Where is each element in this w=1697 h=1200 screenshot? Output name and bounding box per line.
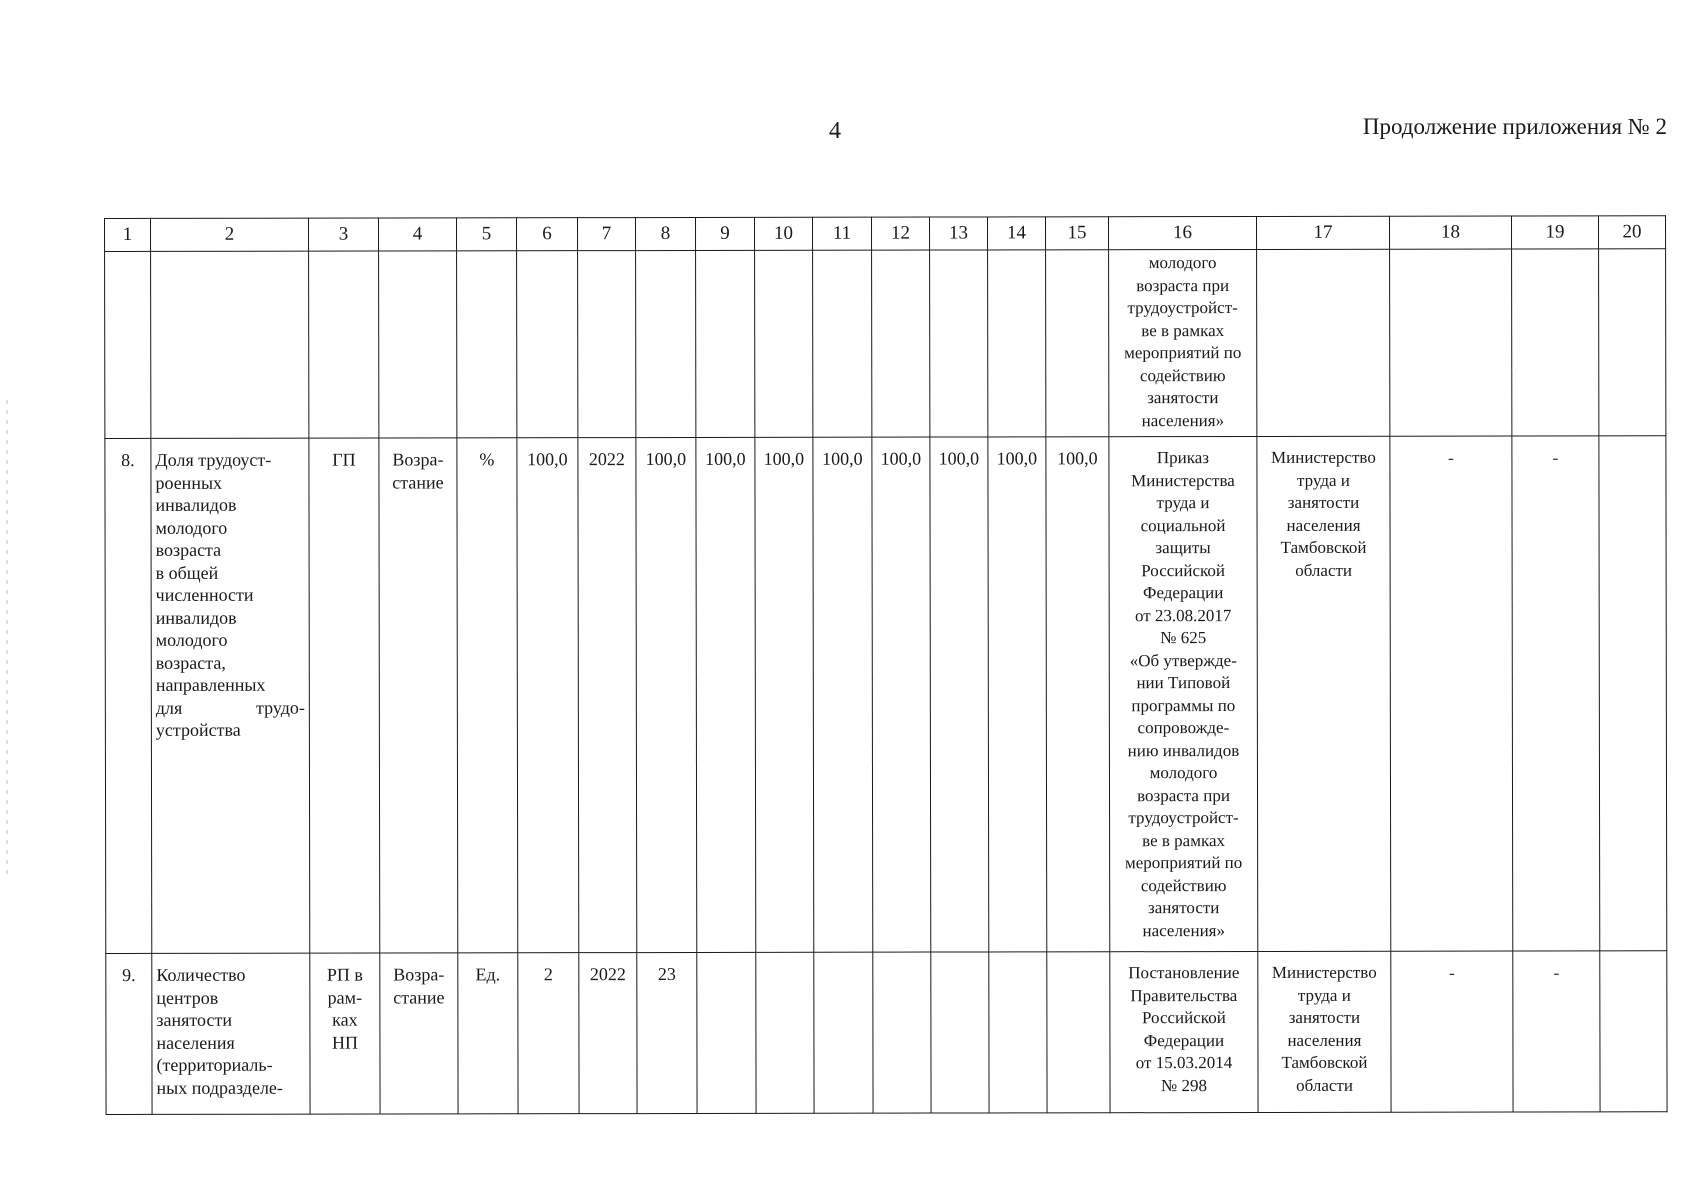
empty-cell: [988, 250, 1046, 437]
legal-basis-cell: [1110, 951, 1258, 1112]
text-line: занятости: [1287, 492, 1360, 512]
header-cell: 7: [578, 218, 636, 251]
responsible-org-cell: [1258, 951, 1391, 1112]
value-cell: [873, 952, 931, 1113]
text-line: от 15.03.2014: [1135, 1053, 1233, 1073]
text-word: для: [155, 697, 183, 718]
page-number: 4: [829, 118, 841, 144]
base-value-cell: 2: [518, 953, 579, 1114]
text-line: Количество: [156, 964, 246, 985]
text-line: молодого: [1148, 253, 1217, 273]
appendix-title: Продолжение приложения № 2: [1362, 114, 1667, 139]
indicator-row-9: [106, 951, 1667, 1115]
text-line: Российской: [1141, 1008, 1226, 1028]
text-line: РП в: [326, 964, 363, 985]
empty-cell: [813, 250, 872, 437]
text-line: мероприятий по: [1124, 343, 1242, 363]
text-line: сопровожде-: [1137, 718, 1230, 738]
header-cell: 12: [871, 217, 929, 250]
empty-cell: [1599, 249, 1666, 436]
empty-cell: [578, 251, 636, 438]
text-line: занятости: [1288, 1007, 1361, 1027]
text-line: Министерства: [1131, 470, 1235, 490]
empty-cell: [1512, 249, 1599, 436]
program-level-cell: [310, 953, 380, 1114]
header-cell: 13: [929, 217, 987, 250]
text-line: НП: [331, 1032, 358, 1053]
header-cell: 9: [696, 217, 755, 250]
text-line: трудоустройст-: [1127, 298, 1238, 318]
text-line: возраста при: [1137, 785, 1230, 805]
text-line: стание: [393, 986, 445, 1007]
text-line: № 625: [1160, 628, 1207, 648]
header-cell: 11: [812, 217, 871, 250]
header-cell: 5: [457, 218, 517, 251]
empty-cell: [930, 250, 988, 437]
value-cell: [931, 952, 989, 1113]
empty-cell: [1390, 249, 1512, 436]
text-line: Приказ: [1156, 448, 1209, 468]
header-cell: 2: [151, 218, 309, 251]
text-line: молодого: [155, 517, 228, 538]
text-line: занятости: [1147, 898, 1220, 918]
trend-cell: [380, 953, 458, 1114]
scan-edge-artifact: [6, 400, 8, 880]
value-cell: 100,0: [636, 437, 697, 952]
text-line: занятости: [1147, 388, 1219, 408]
justified-line: [156, 696, 305, 719]
responsible-org-cell: [1257, 436, 1391, 951]
value-cell: [814, 952, 873, 1113]
value-cell: 100,0: [930, 437, 989, 952]
empty-cell: [872, 250, 930, 437]
indicator-name-cell: [152, 953, 310, 1114]
text-line: области: [1296, 1075, 1353, 1095]
header-cell: 19: [1511, 216, 1598, 249]
header-cell: 18: [1389, 216, 1511, 249]
header-cell: 3: [309, 218, 379, 251]
continuation-row: [105, 249, 1666, 439]
empty-cell: [379, 251, 457, 438]
value-cell: 100,0: [872, 437, 931, 952]
trend-cell: [379, 438, 458, 953]
empty-cell: [105, 251, 151, 438]
header-cell: 20: [1598, 216, 1665, 249]
text-line: Постановление: [1128, 963, 1240, 983]
text-line: ках: [332, 1009, 358, 1030]
text-line: ных подразделе-: [156, 1077, 283, 1098]
text-line: защиты: [1155, 538, 1211, 558]
text-line: населения: [1287, 1030, 1362, 1050]
text-line: устройства: [155, 719, 241, 740]
text-line: рам-: [327, 987, 363, 1008]
base-value-cell: 100,0: [517, 438, 579, 953]
header-cell: 15: [1045, 217, 1108, 250]
text-line: мероприятий по: [1124, 853, 1243, 873]
value-cell: 100,0: [813, 437, 873, 952]
row-number: 9.: [106, 953, 152, 1114]
text-line: населения: [156, 1032, 235, 1053]
text-line: Правительства: [1130, 985, 1238, 1005]
empty-cell: [755, 250, 813, 437]
indicators-table-sheet: [104, 215, 1666, 1115]
value-cell: 100,0: [755, 437, 814, 952]
value-cell: [1047, 952, 1110, 1113]
empty-cell: [151, 251, 309, 438]
text-line: содействию: [1140, 875, 1227, 895]
base-year-cell: 2022: [578, 438, 637, 953]
value-cell: [756, 952, 814, 1113]
col19-cell: -: [1512, 436, 1600, 951]
text-line: населения»: [1142, 920, 1226, 940]
text-line: нию инвалидов: [1127, 740, 1240, 760]
text-line: Министерство: [1271, 962, 1377, 982]
text-line: молодого: [155, 629, 228, 650]
header-cell: 16: [1108, 216, 1256, 249]
program-level-cell: ГП: [309, 438, 380, 953]
header-cell: 8: [636, 217, 696, 250]
empty-cell: [1257, 249, 1390, 436]
header-cell: 10: [754, 217, 812, 250]
text-line: области: [1295, 560, 1353, 580]
unit-cell: %: [457, 438, 518, 953]
value-cell: [697, 952, 756, 1113]
empty-cell: [636, 250, 696, 437]
value-cell: [989, 952, 1047, 1113]
text-line: Доля трудоуст-: [155, 449, 272, 470]
text-line: (территориаль-: [156, 1054, 273, 1075]
text-line: роенных: [155, 472, 223, 493]
text-line: трудоустройст-: [1128, 808, 1239, 828]
text-line: центров: [156, 987, 219, 1008]
text-line: от 23.08.2017: [1134, 605, 1232, 625]
text-line: возраста,: [155, 652, 226, 673]
col18-cell: -: [1390, 436, 1513, 951]
indicator-name-cell: [151, 438, 310, 953]
text-line: № 298: [1160, 1075, 1208, 1095]
text-line: программы по: [1131, 695, 1236, 715]
empty-cell: [309, 251, 379, 438]
col20-cell: [1599, 436, 1667, 951]
unit-cell: Ед.: [458, 953, 518, 1114]
empty-cell: [1046, 250, 1109, 437]
empty-cell: [457, 251, 517, 438]
value-cell: 23: [637, 952, 697, 1113]
text-line: Федерации: [1142, 583, 1224, 603]
legal-basis-cell: [1109, 436, 1258, 951]
text-line: ве в рамках: [1142, 830, 1226, 850]
text-line: Федерации: [1143, 1030, 1225, 1050]
header-row: [105, 216, 1666, 252]
text-line: населения»: [1141, 410, 1225, 430]
text-line: в общей: [155, 562, 219, 583]
text-line: труда и: [1156, 493, 1210, 513]
text-line: численности: [155, 584, 254, 605]
indicator-row-8: [105, 436, 1667, 954]
text-line: Министерство: [1270, 447, 1376, 467]
text-line: социальной: [1140, 515, 1226, 535]
text-line: труда и: [1297, 985, 1351, 1005]
text-line: направленных: [155, 674, 266, 695]
header-cell: 14: [987, 217, 1045, 250]
header-cell: 1: [105, 218, 151, 251]
text-line: стание: [392, 471, 444, 492]
text-line: Возра-: [392, 449, 444, 470]
text-line: Тамбовской: [1280, 537, 1367, 557]
text-line: нии Типовой: [1136, 673, 1231, 693]
header-cell: 6: [517, 218, 578, 251]
text-line: инвалидов: [155, 607, 237, 628]
text-line: Тамбовской: [1281, 1052, 1368, 1072]
value-cell: 100,0: [1046, 437, 1110, 952]
text-line: возраста при: [1136, 275, 1230, 295]
text-line: труда и: [1296, 470, 1350, 490]
header-cell: 17: [1256, 216, 1389, 249]
text-line: возраста: [155, 539, 222, 560]
header-cell: 4: [379, 218, 457, 251]
text-line: Российской: [1141, 560, 1226, 580]
col19-cell: -: [1513, 951, 1600, 1112]
base-year-cell: 2022: [579, 953, 637, 1114]
text-line: ве в рамках: [1141, 320, 1225, 340]
text-line: содействию: [1139, 365, 1226, 385]
legal-basis-cell: [1109, 249, 1257, 436]
text-line: «Об утвержде-: [1129, 650, 1237, 670]
text-line: Возра-: [393, 964, 445, 985]
empty-cell: [517, 251, 578, 438]
value-cell: 100,0: [988, 437, 1047, 952]
text-line: населения: [1286, 515, 1361, 535]
col20-cell: [1600, 951, 1667, 1112]
text-line: инвалидов: [155, 494, 237, 515]
value-cell: 100,0: [696, 437, 756, 952]
text-line: занятости: [156, 1009, 232, 1030]
text-line: молодого: [1149, 763, 1218, 783]
col18-cell: -: [1391, 951, 1513, 1112]
text-word: трудо-: [255, 697, 305, 718]
row-number: 8.: [105, 438, 152, 953]
indicators-table: [104, 215, 1668, 1115]
empty-cell: [696, 250, 755, 437]
